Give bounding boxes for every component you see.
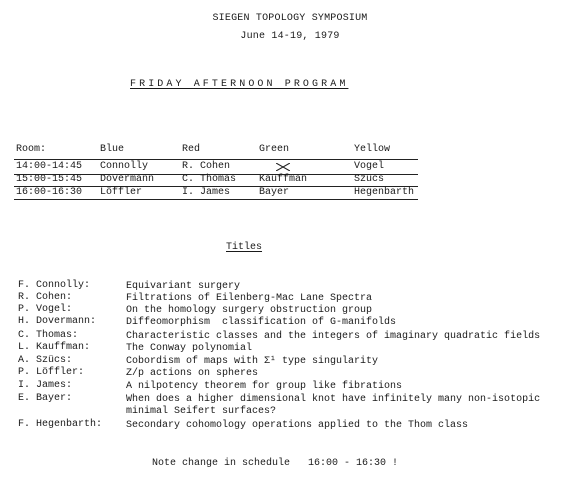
symposium-dates: June 14-19, 1979 [240, 31, 340, 42]
talk-title: When does a higher dimensional knot have infinitely many non-isotopic minimal Seifert surfaces? [126, 394, 541, 417]
talk-title: On the homology surgery obstruction group [126, 305, 373, 316]
column-header: Blue [100, 144, 125, 155]
column-header: Room: [16, 144, 47, 155]
red-room-speaker: I. James [182, 187, 231, 198]
time-slot: 16:00-16:30 [16, 187, 83, 198]
column-header: Red [182, 144, 201, 155]
talk-title: Filtrations of Eilenberg-Mac Lane Spectra [126, 293, 373, 304]
schedule-header-row [16, 145, 576, 157]
time-slot: 14:00-14:45 [16, 161, 83, 172]
yellow-room-speaker: Vogel [354, 161, 385, 172]
time-slot: 15:00-15:45 [16, 174, 83, 185]
speaker-name: P. Vogel: [18, 304, 73, 315]
program-title: FRIDAY AFTERNOON PROGRAM [130, 79, 349, 90]
yellow-room-speaker: Szücs [354, 174, 385, 185]
speaker-name: C. Thomas: [18, 330, 79, 341]
talk-title: Equivariant surgery [126, 281, 241, 292]
blue-room-speaker: Dovermann [100, 174, 155, 185]
table-rule [14, 199, 418, 200]
speaker-name: F. Hegenbarth: [18, 419, 103, 430]
talk-title: Secondary cohomology operations applied to the Thom class [126, 420, 469, 431]
table-rule [14, 159, 418, 160]
speaker-name: L. Kauffman: [18, 342, 91, 353]
talk-title: Diffeomorphism classification of G-manifolds [126, 317, 397, 328]
speaker-name: H. Dovermann: [18, 316, 97, 327]
column-header: Green [259, 144, 290, 155]
talk-title: Characteristic classes and the integers of imaginary quadratic fields [126, 331, 541, 342]
cross-out-icon [276, 162, 290, 174]
green-room-speaker: Bayer [259, 187, 290, 198]
speaker-name: F. Connolly: [18, 280, 91, 291]
talk-title: Cobordism of maps with Σ¹ type singularity [126, 356, 379, 367]
speaker-name: P. Löffler: [18, 367, 85, 378]
talk-title: The Conway polynomial [126, 343, 253, 354]
blue-room-speaker: Löffler [100, 187, 143, 198]
schedule-change-note: Note change in schedule 16:00 - 16:30 ! [152, 458, 399, 469]
green-room-speaker: Kauffman [259, 174, 308, 185]
titles-heading: Titles [226, 242, 263, 253]
speaker-name: I. James: [18, 380, 73, 391]
speaker-name: A. Szücs: [18, 355, 73, 366]
red-room-speaker: C. Thomas [182, 174, 237, 185]
red-room-speaker: R. Cohen [182, 161, 231, 172]
symposium-title: SIEGEN TOPOLOGY SYMPOSIUM [212, 13, 368, 24]
talk-title: Z/p actions on spheres [126, 368, 259, 379]
speaker-name: E. Bayer: [18, 393, 73, 404]
talk-title: A nilpotency theorem for group like fibrations [126, 381, 403, 392]
speaker-name: R. Cohen: [18, 292, 73, 303]
yellow-room-speaker: Hegenbarth [354, 187, 415, 198]
schedule-row [16, 162, 576, 174]
blue-room-speaker: Connolly [100, 161, 149, 172]
column-header: Yellow [354, 144, 391, 155]
